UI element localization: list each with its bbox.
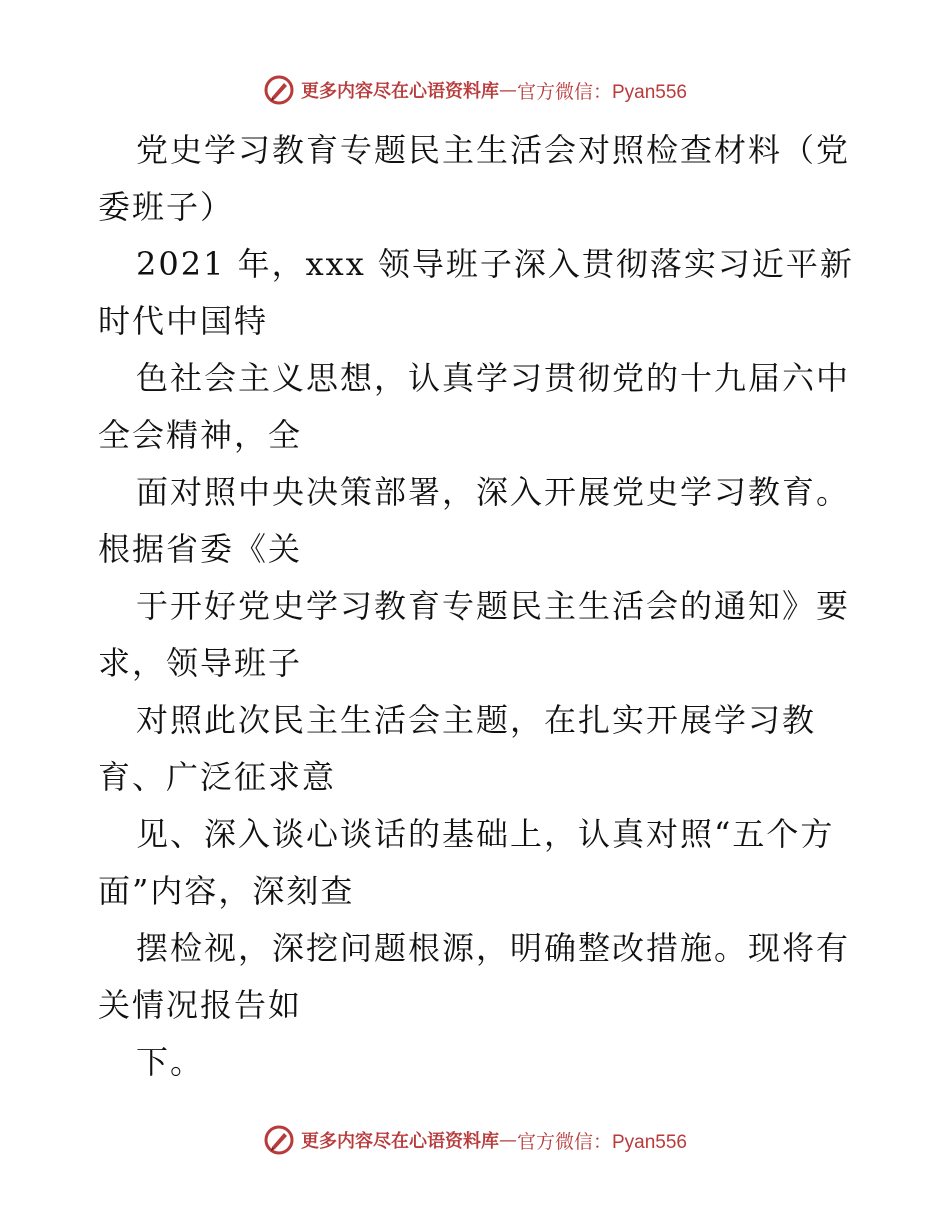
- paragraph-line: 面对照中央决策部署，深入开展党史学习教育。: [136, 473, 851, 511]
- paragraph-line: 时代中国特: [98, 302, 269, 340]
- watermark-text: 更多内容尽在心语资料库: [300, 1131, 499, 1152]
- document-body: [98, 122, 858, 1091]
- paragraph-line: 面”内容，深刻查: [98, 872, 355, 910]
- paragraph-line: 色社会主义思想，认真学习贯彻党的十九届六中: [136, 359, 851, 397]
- pen-logo-icon: [263, 74, 295, 106]
- watermark-dash: —: [498, 79, 517, 101]
- paragraph-line: 见、深入谈心谈话的基础上，认真对照“五个方: [136, 815, 835, 853]
- paragraph-line: 求，领导班子: [98, 644, 303, 682]
- watermark-contact: 官方微信：Pyan556: [516, 1131, 687, 1153]
- footer-watermark: [0, 1120, 950, 1160]
- header-watermark: [0, 70, 950, 110]
- pen-logo-icon: [263, 1124, 295, 1156]
- watermark-contact: 官方微信：Pyan556: [516, 81, 687, 103]
- paragraph-line: 委班子）: [98, 188, 235, 226]
- paragraph-line: 党史学习教育专题民主生活会对照检查材料（党: [136, 131, 851, 169]
- paragraph-line: 全会精神，全: [98, 416, 303, 454]
- paragraph-line: 2021 年，xxx 领导班子深入贯彻落实习近平新: [136, 245, 854, 283]
- paragraph-line: 根据省委《关: [98, 530, 303, 568]
- paragraph-line: 对照此次民主生活会主题，在扎实开展学习教: [136, 701, 817, 739]
- paragraph-line: 于开好党史学习教育专题民主生活会的通知》要: [136, 587, 851, 625]
- watermark-text: 更多内容尽在心语资料库: [300, 81, 499, 102]
- watermark-dash: —: [498, 1129, 517, 1151]
- paragraph-line: 育、广泛征求意: [98, 758, 337, 796]
- paragraph-line: 摆检视，深挖问题根源，明确整改措施。现将有: [136, 929, 851, 967]
- paragraph-line: 下。: [136, 1043, 205, 1081]
- paragraph-line: 关情况报告如: [98, 986, 303, 1024]
